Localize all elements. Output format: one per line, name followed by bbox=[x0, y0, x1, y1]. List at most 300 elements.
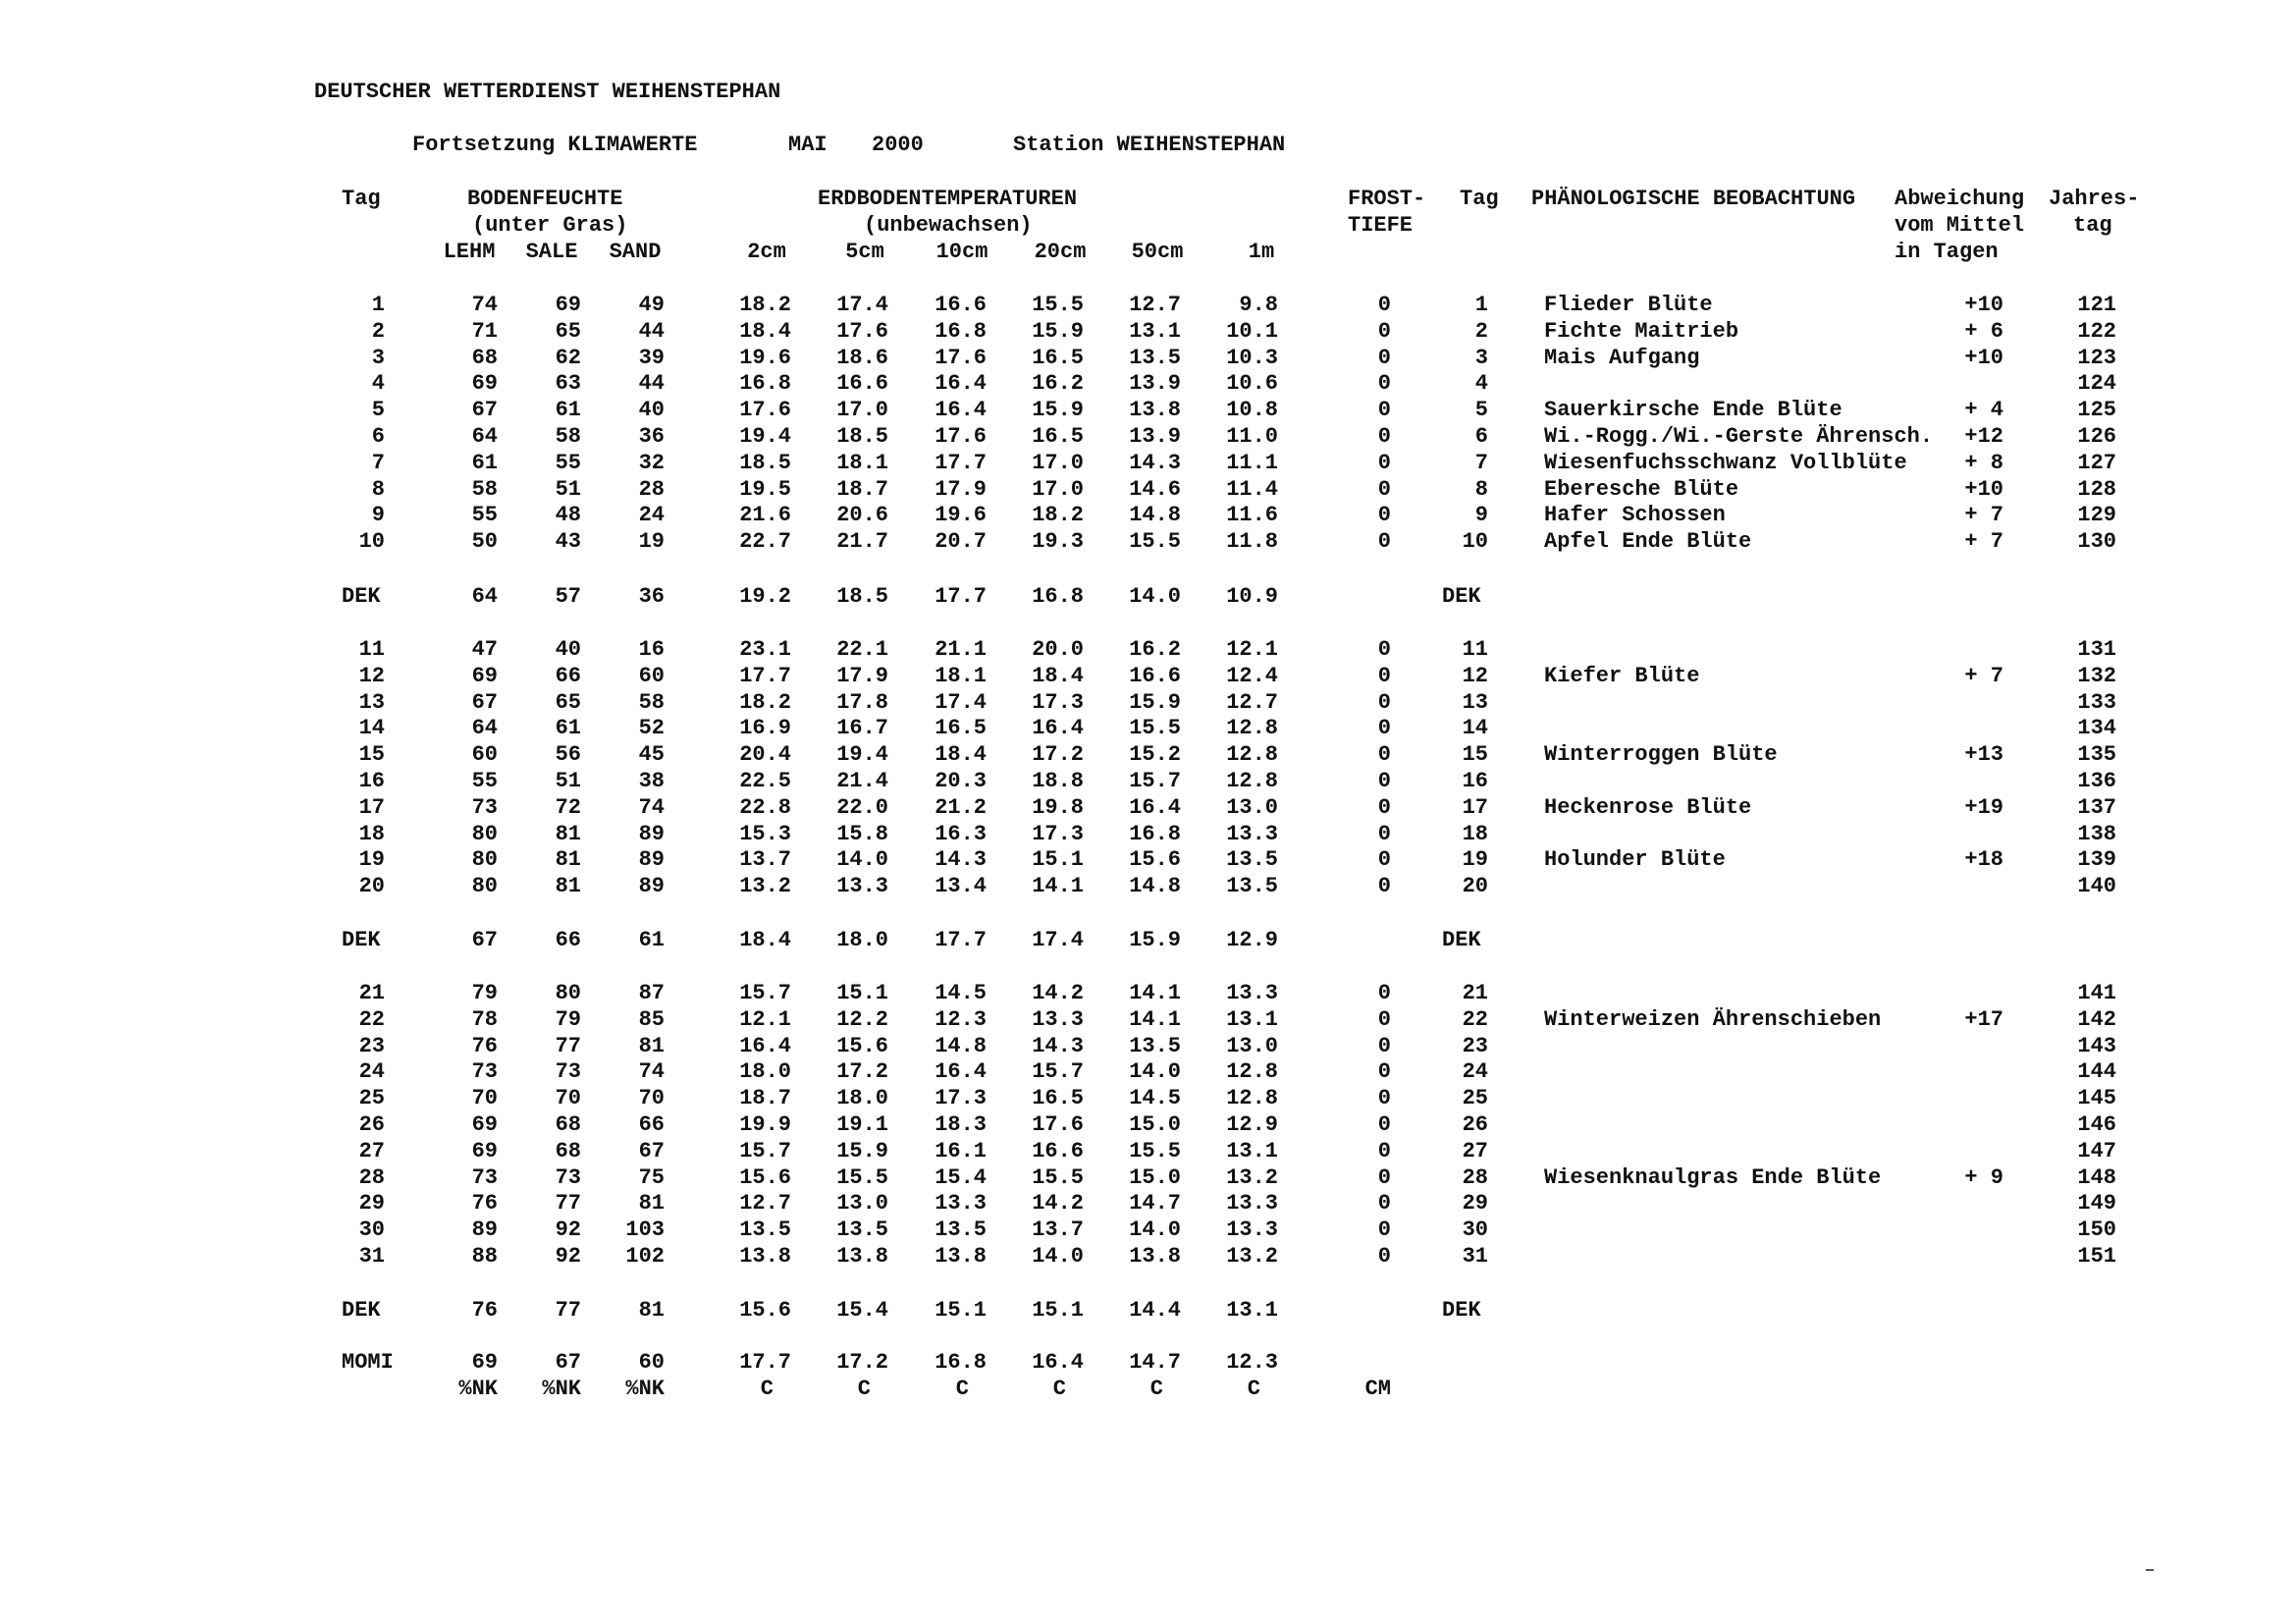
cell-jahrestag: 149 bbox=[2077, 1191, 2116, 1217]
cell-tag: 6 bbox=[371, 424, 385, 449]
cell-50cm: 15.0 bbox=[1129, 1112, 1181, 1137]
col-phaenologie: PHÄNOLOGISCHE BEOBACHTUNG bbox=[1531, 187, 1856, 211]
cell-1m: 9.8 bbox=[1239, 293, 1278, 317]
cell-tag2: 8 bbox=[1474, 476, 1488, 502]
cell-1m: 13.1 bbox=[1226, 1298, 1278, 1323]
cell-sale: 51 bbox=[555, 769, 581, 793]
cell-50cm: 15.5 bbox=[1129, 716, 1181, 741]
cell-50cm: 13.5 bbox=[1129, 1033, 1181, 1058]
col-5cm: 5cm bbox=[845, 240, 884, 264]
cell-pheno: Winterweizen Ährenschieben bbox=[1544, 1006, 1882, 1032]
cell-tag: 30 bbox=[358, 1217, 385, 1243]
cell-sale: 68 bbox=[555, 1112, 581, 1137]
cell-20cm: 16.4 bbox=[1032, 1350, 1084, 1375]
cell-tag: 10 bbox=[358, 529, 385, 555]
cell-tag: 3 bbox=[371, 345, 385, 370]
cell-tag2: 22 bbox=[1462, 1006, 1488, 1032]
cell-50cm: 14.0 bbox=[1129, 1059, 1181, 1085]
cell-50cm: 16.4 bbox=[1129, 794, 1181, 820]
cell-50cm: 14.6 bbox=[1129, 476, 1181, 502]
cell-sand: 28 bbox=[638, 476, 665, 502]
cell-1m: 10.6 bbox=[1226, 371, 1278, 397]
cell-tag: 11 bbox=[358, 637, 385, 662]
cell-tag: 24 bbox=[358, 1059, 385, 1085]
cell-5cm: 15.6 bbox=[836, 1033, 888, 1058]
cell-50cm: 15.9 bbox=[1129, 928, 1181, 952]
cell-2cm: 13.5 bbox=[739, 1217, 791, 1243]
cell-2cm: 18.5 bbox=[739, 450, 791, 475]
cell-10cm: 13.4 bbox=[934, 874, 987, 899]
cell-sand: 89 bbox=[638, 874, 665, 899]
cell-sale: 73 bbox=[555, 1164, 581, 1190]
cell-frost: 0 bbox=[1377, 1006, 1391, 1032]
cell-2cm: 16.4 bbox=[739, 1033, 791, 1058]
cell-sand: 74 bbox=[638, 1059, 665, 1085]
cell-20cm: 15.5 bbox=[1032, 1164, 1084, 1190]
cell-lehm: 80 bbox=[471, 821, 498, 846]
cell-5cm: 21.4 bbox=[836, 769, 888, 793]
cell-10cm: 20.7 bbox=[934, 529, 987, 555]
cell-sale: 69 bbox=[555, 293, 581, 317]
cell-1m: 12.8 bbox=[1226, 716, 1278, 741]
cell-50cm: 15.5 bbox=[1129, 529, 1181, 555]
cell-abweichung: + 4 bbox=[1964, 398, 2003, 423]
cell-tag2: 31 bbox=[1462, 1244, 1488, 1269]
cell-sale: 62 bbox=[555, 345, 581, 370]
cell-10cm: 12.3 bbox=[934, 1006, 987, 1032]
cell-tag: 27 bbox=[358, 1138, 385, 1163]
cell-20cm: 14.0 bbox=[1032, 1244, 1084, 1269]
cell-lehm: 74 bbox=[471, 293, 498, 317]
cell-2cm: 22.7 bbox=[739, 529, 791, 555]
cell-frost: 0 bbox=[1377, 1164, 1391, 1190]
cell-jahrestag: 142 bbox=[2077, 1006, 2116, 1032]
cell-5cm: 16.6 bbox=[836, 371, 888, 397]
cell-sand: 19 bbox=[638, 529, 665, 555]
cell-lehm: 47 bbox=[471, 637, 498, 662]
col-1m: 1m bbox=[1248, 240, 1275, 264]
cell-tag2: 9 bbox=[1474, 503, 1488, 528]
cell-frost: 0 bbox=[1377, 450, 1391, 475]
cell-tag2: 6 bbox=[1474, 424, 1488, 449]
cell-jahrestag: 134 bbox=[2077, 716, 2116, 741]
cell-50cm: 14.4 bbox=[1129, 1298, 1181, 1323]
cell-1m: 13.3 bbox=[1226, 1217, 1278, 1243]
cell-sale: 92 bbox=[555, 1244, 581, 1269]
cell-20cm: 19.8 bbox=[1032, 794, 1084, 820]
cell-20cm: 14.2 bbox=[1032, 1191, 1084, 1217]
col-frost-2: TIEFE bbox=[1348, 213, 1414, 238]
cell-50cm: 15.9 bbox=[1129, 689, 1181, 715]
cell-10cm: 15.4 bbox=[934, 1164, 987, 1190]
cell-jahrestag: 145 bbox=[2077, 1086, 2116, 1111]
cell-frost: 0 bbox=[1377, 1059, 1391, 1085]
cell-jahrestag: 143 bbox=[2077, 1033, 2116, 1058]
cell-lehm: 61 bbox=[471, 450, 498, 475]
cell-pheno: Flieder Blüte bbox=[1544, 293, 1713, 317]
cell-jahrestag: 128 bbox=[2077, 476, 2116, 502]
cell-20cm: 14.1 bbox=[1032, 874, 1084, 899]
cell-20cm: 13.7 bbox=[1032, 1217, 1084, 1243]
cell-1m: 10.9 bbox=[1226, 584, 1278, 609]
cell-10cm: 16.4 bbox=[934, 1059, 987, 1085]
cell-50cm: 12.7 bbox=[1129, 293, 1181, 317]
col-10cm: 10cm bbox=[935, 240, 988, 264]
cell-20cm: 17.0 bbox=[1032, 476, 1084, 502]
cell-5cm: 15.4 bbox=[836, 1298, 888, 1323]
cell-20cm: 17.4 bbox=[1032, 928, 1084, 952]
cell-lehm: 50 bbox=[471, 529, 498, 555]
cell-1m: 11.6 bbox=[1226, 503, 1278, 528]
cell-sale: 48 bbox=[555, 503, 581, 528]
cell-tag: 23 bbox=[358, 1033, 385, 1058]
cell-sand: 70 bbox=[638, 1086, 665, 1111]
cell-5cm: 19.1 bbox=[836, 1112, 888, 1137]
cell-frost: 0 bbox=[1377, 821, 1391, 846]
cell-abweichung: +17 bbox=[1964, 1006, 2003, 1032]
cell-sand: 40 bbox=[638, 398, 665, 423]
cell-20cm: 16.5 bbox=[1032, 1086, 1084, 1111]
cell-tag: 18 bbox=[358, 821, 385, 846]
cell-tag: DEK bbox=[342, 928, 381, 952]
cell-lehm: 69 bbox=[471, 1138, 498, 1163]
col-lehm: LEHM bbox=[443, 240, 496, 264]
cell-tag: 1 bbox=[371, 293, 385, 317]
cell-5cm: 18.7 bbox=[836, 476, 888, 502]
cell-jahrestag: 124 bbox=[2077, 371, 2116, 397]
cell-sand: 49 bbox=[638, 293, 665, 317]
cell-5cm: 22.0 bbox=[836, 794, 888, 820]
col-jahrestag-1: Jahres- bbox=[2049, 187, 2140, 211]
cell-frost: 0 bbox=[1377, 742, 1391, 768]
cell-abweichung: +12 bbox=[1964, 424, 2003, 449]
cell-sale: 65 bbox=[555, 689, 581, 715]
cell-1m: 12.8 bbox=[1226, 1086, 1278, 1111]
cell-50cm: 14.0 bbox=[1129, 1217, 1181, 1243]
cell-sand: 87 bbox=[638, 981, 665, 1005]
cell-tag2: 23 bbox=[1462, 1033, 1488, 1058]
cell-tag2: 16 bbox=[1462, 769, 1488, 793]
cell-2cm: 20.4 bbox=[739, 742, 791, 768]
cell-frost: 0 bbox=[1377, 424, 1391, 449]
cell-tag: 20 bbox=[358, 874, 385, 899]
cell-lehm: 67 bbox=[471, 689, 498, 715]
unit-10cm: C bbox=[955, 1377, 969, 1401]
cell-pheno: Mais Aufgang bbox=[1544, 345, 1700, 370]
cell-jahrestag: 147 bbox=[2077, 1138, 2116, 1163]
cell-lehm: 70 bbox=[471, 1086, 498, 1111]
cell-5cm: 15.5 bbox=[836, 1164, 888, 1190]
cell-tag: 8 bbox=[371, 476, 385, 502]
cell-20cm: 16.5 bbox=[1032, 345, 1084, 370]
cell-10cm: 14.5 bbox=[934, 981, 987, 1005]
cell-frost: 0 bbox=[1377, 847, 1391, 873]
cell-50cm: 13.5 bbox=[1129, 345, 1181, 370]
cell-10cm: 14.3 bbox=[934, 847, 987, 873]
cell-pheno: Sauerkirsche Ende Blüte bbox=[1544, 398, 1842, 423]
cell-5cm: 18.0 bbox=[836, 1086, 888, 1111]
cell-jahrestag: 144 bbox=[2077, 1059, 2116, 1085]
cell-jahrestag: 125 bbox=[2077, 398, 2116, 423]
cell-sand: 44 bbox=[638, 371, 665, 397]
cell-pheno: Apfel Ende Blüte bbox=[1544, 529, 1752, 555]
cell-5cm: 15.9 bbox=[836, 1138, 888, 1163]
cell-lehm: 68 bbox=[471, 345, 498, 370]
cell-2cm: 13.2 bbox=[739, 874, 791, 899]
cell-jahrestag: 151 bbox=[2077, 1244, 2116, 1269]
cell-pheno: Holunder Blüte bbox=[1544, 847, 1726, 873]
cell-sand: 60 bbox=[638, 663, 665, 688]
cell-jahrestag: 148 bbox=[2077, 1164, 2116, 1190]
cell-frost: 0 bbox=[1377, 637, 1391, 662]
cell-tag: 7 bbox=[371, 450, 385, 475]
cell-20cm: 14.3 bbox=[1032, 1033, 1084, 1058]
cell-sale: 81 bbox=[555, 847, 581, 873]
cell-1m: 13.3 bbox=[1226, 1191, 1278, 1217]
institution-title: DEUTSCHER WETTERDIENST WEIHENSTEPHAN bbox=[314, 80, 781, 104]
cell-jahrestag: 139 bbox=[2077, 847, 2116, 873]
cell-pheno: Fichte Maitrieb bbox=[1544, 318, 1739, 344]
cell-sale: 61 bbox=[555, 398, 581, 423]
cell-tag2: DEK bbox=[1442, 584, 1481, 609]
cell-frost: 0 bbox=[1377, 345, 1391, 370]
cell-tag: 14 bbox=[358, 716, 385, 741]
cell-tag: MOMI bbox=[342, 1350, 394, 1375]
cell-tag2: 2 bbox=[1474, 318, 1488, 344]
cell-sand: 36 bbox=[638, 424, 665, 449]
cell-10cm: 17.7 bbox=[934, 450, 987, 475]
cell-lehm: 67 bbox=[471, 398, 498, 423]
cell-tag2: 25 bbox=[1462, 1086, 1488, 1111]
cell-lehm: 79 bbox=[471, 981, 498, 1005]
cell-1m: 12.8 bbox=[1226, 769, 1278, 793]
col-tag: Tag bbox=[342, 187, 381, 211]
cell-50cm: 16.6 bbox=[1129, 663, 1181, 688]
cell-lehm: 55 bbox=[471, 769, 498, 793]
cell-10cm: 16.1 bbox=[934, 1138, 987, 1163]
cell-5cm: 18.5 bbox=[836, 424, 888, 449]
cell-frost: 0 bbox=[1377, 874, 1391, 899]
cell-lehm: 69 bbox=[471, 371, 498, 397]
cell-frost: 0 bbox=[1377, 1112, 1391, 1137]
cell-lehm: 76 bbox=[471, 1298, 498, 1323]
cell-sand: 44 bbox=[638, 318, 665, 344]
cell-sand: 58 bbox=[638, 689, 665, 715]
col-50cm: 50cm bbox=[1131, 240, 1184, 264]
cell-50cm: 13.8 bbox=[1129, 398, 1181, 423]
cell-1m: 11.8 bbox=[1226, 529, 1278, 555]
cell-20cm: 16.6 bbox=[1032, 1138, 1084, 1163]
cell-50cm: 13.8 bbox=[1129, 1244, 1181, 1269]
cell-5cm: 18.0 bbox=[836, 928, 888, 952]
cell-abweichung: + 8 bbox=[1964, 450, 2003, 475]
cell-tag: 16 bbox=[358, 769, 385, 793]
cell-20cm: 15.9 bbox=[1032, 318, 1084, 344]
cell-10cm: 16.8 bbox=[934, 318, 987, 344]
cell-tag2: 30 bbox=[1462, 1217, 1488, 1243]
cell-sale: 58 bbox=[555, 424, 581, 449]
cell-lehm: 78 bbox=[471, 1006, 498, 1032]
cell-2cm: 19.4 bbox=[739, 424, 791, 449]
cell-20cm: 15.7 bbox=[1032, 1059, 1084, 1085]
cell-2cm: 16.8 bbox=[739, 371, 791, 397]
cell-2cm: 22.5 bbox=[739, 769, 791, 793]
cell-2cm: 18.7 bbox=[739, 1086, 791, 1111]
cell-1m: 13.2 bbox=[1226, 1244, 1278, 1269]
cell-10cm: 18.1 bbox=[934, 663, 987, 688]
cell-5cm: 21.7 bbox=[836, 529, 888, 555]
cell-20cm: 15.5 bbox=[1032, 293, 1084, 317]
cell-frost: 0 bbox=[1377, 476, 1391, 502]
cell-sale: 81 bbox=[555, 821, 581, 846]
cell-sale: 51 bbox=[555, 476, 581, 502]
cell-5cm: 16.7 bbox=[836, 716, 888, 741]
cell-abweichung: +10 bbox=[1964, 345, 2003, 370]
cell-tag2: 17 bbox=[1462, 794, 1488, 820]
cell-pheno: Hafer Schossen bbox=[1544, 503, 1726, 528]
cell-sale: 81 bbox=[555, 874, 581, 899]
cell-lehm: 80 bbox=[471, 874, 498, 899]
cell-sand: 39 bbox=[638, 345, 665, 370]
cell-sand: 45 bbox=[638, 742, 665, 768]
col-bodenfeuchte: BODENFEUCHTE bbox=[467, 187, 623, 211]
cell-frost: 0 bbox=[1377, 981, 1391, 1005]
cell-abweichung: + 6 bbox=[1964, 318, 2003, 344]
cell-2cm: 18.0 bbox=[739, 1059, 791, 1085]
cell-jahrestag: 133 bbox=[2077, 689, 2116, 715]
cell-lehm: 69 bbox=[471, 1112, 498, 1137]
cell-sale: 55 bbox=[555, 450, 581, 475]
cell-tag2: 24 bbox=[1462, 1059, 1488, 1085]
cell-sale: 70 bbox=[555, 1086, 581, 1111]
cell-sale: 66 bbox=[555, 928, 581, 952]
cell-10cm: 17.7 bbox=[934, 928, 987, 952]
cell-frost: 0 bbox=[1377, 318, 1391, 344]
cell-sand: 38 bbox=[638, 769, 665, 793]
cell-tag: 12 bbox=[358, 663, 385, 688]
cell-10cm: 17.4 bbox=[934, 689, 987, 715]
cell-sand: 89 bbox=[638, 847, 665, 873]
cell-abweichung: + 7 bbox=[1964, 663, 2003, 688]
cell-sand: 103 bbox=[625, 1217, 665, 1243]
cell-10cm: 21.1 bbox=[934, 637, 987, 662]
cell-abweichung: +10 bbox=[1964, 293, 2003, 317]
cell-sand: 81 bbox=[638, 1033, 665, 1058]
cell-jahrestag: 121 bbox=[2077, 293, 2116, 317]
cell-5cm: 17.2 bbox=[836, 1059, 888, 1085]
cell-tag: 13 bbox=[358, 689, 385, 715]
cell-2cm: 16.9 bbox=[739, 716, 791, 741]
cell-sale: 79 bbox=[555, 1006, 581, 1032]
cell-2cm: 22.8 bbox=[739, 794, 791, 820]
cell-tag2: DEK bbox=[1442, 1298, 1481, 1323]
cell-sale: 43 bbox=[555, 529, 581, 555]
cell-10cm: 18.3 bbox=[934, 1112, 987, 1137]
cell-abweichung: +19 bbox=[1964, 794, 2003, 820]
cell-frost: 0 bbox=[1377, 1217, 1391, 1243]
cell-20cm: 18.4 bbox=[1032, 663, 1084, 688]
cell-10cm: 17.6 bbox=[934, 345, 987, 370]
cell-5cm: 13.3 bbox=[836, 874, 888, 899]
cell-pheno: Wiesenfuchsschwanz Vollblüte bbox=[1544, 450, 1907, 475]
cell-frost: 0 bbox=[1377, 689, 1391, 715]
col-20cm: 20cm bbox=[1034, 240, 1087, 264]
col-bodenfeuchte-sub: (unter Gras) bbox=[472, 213, 628, 238]
cell-50cm: 14.5 bbox=[1129, 1086, 1181, 1111]
cell-lehm: 55 bbox=[471, 503, 498, 528]
cell-1m: 11.1 bbox=[1226, 450, 1278, 475]
cell-10cm: 19.6 bbox=[934, 503, 987, 528]
cell-jahrestag: 135 bbox=[2077, 742, 2116, 768]
cell-1m: 13.0 bbox=[1226, 1033, 1278, 1058]
cell-1m: 12.9 bbox=[1226, 1112, 1278, 1137]
cell-sale: 66 bbox=[555, 663, 581, 688]
cell-tag2: 21 bbox=[1462, 981, 1488, 1005]
cell-50cm: 16.2 bbox=[1129, 637, 1181, 662]
cell-jahrestag: 123 bbox=[2077, 345, 2116, 370]
cell-lehm: 73 bbox=[471, 794, 498, 820]
cell-tag2: 11 bbox=[1462, 637, 1488, 662]
cell-tag: 22 bbox=[358, 1006, 385, 1032]
cell-2cm: 19.6 bbox=[739, 345, 791, 370]
cell-5cm: 14.0 bbox=[836, 847, 888, 873]
cell-tag: 5 bbox=[371, 398, 385, 423]
cell-lehm: 73 bbox=[471, 1164, 498, 1190]
cell-abweichung: +10 bbox=[1964, 476, 2003, 502]
cell-20cm: 14.2 bbox=[1032, 981, 1084, 1005]
cell-tag2: 28 bbox=[1462, 1164, 1488, 1190]
cell-20cm: 16.2 bbox=[1032, 371, 1084, 397]
cell-sale: 72 bbox=[555, 794, 581, 820]
cell-10cm: 16.8 bbox=[934, 1350, 987, 1375]
cell-tag: 4 bbox=[371, 371, 385, 397]
cell-tag2: 7 bbox=[1474, 450, 1488, 475]
cell-jahrestag: 126 bbox=[2077, 424, 2116, 449]
cell-frost: 0 bbox=[1377, 398, 1391, 423]
cell-50cm: 15.0 bbox=[1129, 1164, 1181, 1190]
cell-frost: 0 bbox=[1377, 503, 1391, 528]
cell-tag2: 29 bbox=[1462, 1191, 1488, 1217]
cell-5cm: 18.6 bbox=[836, 345, 888, 370]
cell-10cm: 16.3 bbox=[934, 821, 987, 846]
cell-1m: 13.3 bbox=[1226, 821, 1278, 846]
unit-5cm: C bbox=[857, 1377, 871, 1401]
cell-pheno: Wi.-Rogg./Wi.-Gerste Ährensch. bbox=[1544, 424, 1934, 449]
cell-5cm: 15.1 bbox=[836, 981, 888, 1005]
cell-lehm: 76 bbox=[471, 1191, 498, 1217]
cell-10cm: 14.8 bbox=[934, 1033, 987, 1058]
continuation-label: Fortsetzung KLIMAWERTE bbox=[412, 133, 698, 157]
cell-1m: 13.3 bbox=[1226, 981, 1278, 1005]
cell-20cm: 16.8 bbox=[1032, 584, 1084, 609]
cell-tag: 15 bbox=[358, 742, 385, 768]
cell-50cm: 16.8 bbox=[1129, 821, 1181, 846]
cell-sand: 102 bbox=[625, 1244, 665, 1269]
cell-2cm: 15.3 bbox=[739, 821, 791, 846]
cell-abweichung: + 9 bbox=[1964, 1164, 2003, 1190]
cell-5cm: 19.4 bbox=[836, 742, 888, 768]
cell-1m: 11.0 bbox=[1226, 424, 1278, 449]
cell-5cm: 17.6 bbox=[836, 318, 888, 344]
cell-1m: 13.1 bbox=[1226, 1006, 1278, 1032]
cell-2cm: 15.7 bbox=[739, 1138, 791, 1163]
cell-abweichung: + 7 bbox=[1964, 503, 2003, 528]
cell-1m: 12.8 bbox=[1226, 742, 1278, 768]
col-sale: SALE bbox=[525, 240, 578, 264]
cell-lehm: 64 bbox=[471, 584, 498, 609]
cell-5cm: 12.2 bbox=[836, 1006, 888, 1032]
cell-tag2: 15 bbox=[1462, 742, 1488, 768]
